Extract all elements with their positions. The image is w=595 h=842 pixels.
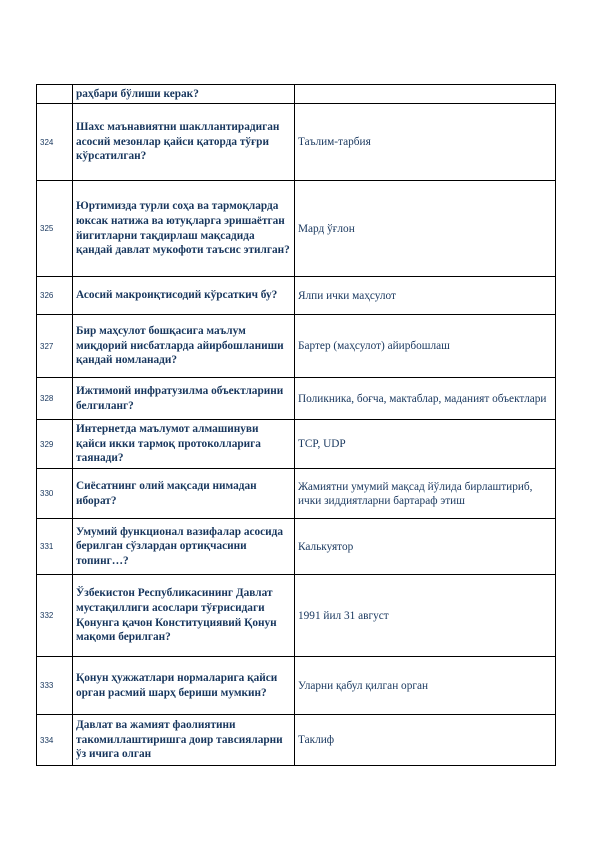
row-number: 329 bbox=[37, 420, 73, 469]
row-number: 331 bbox=[37, 519, 73, 575]
table-row bbox=[37, 519, 556, 575]
row-number: 327 bbox=[37, 315, 73, 378]
table-row bbox=[37, 85, 556, 104]
question-cell: Ўзбекистон Республикасининг Давлат мустақиллиги асослари тўғрисидаги Қонунга қачон Конституциявий Қонун мақоми берилган? bbox=[73, 575, 295, 657]
answer-cell: Поликника, боғча, мактаблар, маданият объектлари bbox=[295, 378, 556, 420]
qa-table bbox=[36, 84, 556, 766]
table-row bbox=[37, 469, 556, 519]
question-cell: Қонун ҳужжатлари нормаларига қайси орган расмий шарҳ бериши мумкин? bbox=[73, 657, 295, 715]
answer-cell: Таклиф bbox=[295, 715, 556, 766]
table-row bbox=[37, 181, 556, 277]
question-cell: Бир маҳсулот бошқасига маълум миқдорий нисбатларда айирбошланиши қандай номланади? bbox=[73, 315, 295, 378]
table-row bbox=[37, 315, 556, 378]
question-cell: Шахс маънавиятни шакллантирадиган асосий мезонлар қайси қаторда тўғри кўрсатилган? bbox=[73, 104, 295, 181]
row-number: 332 bbox=[37, 575, 73, 657]
question-cell: Умумий функционал вазифалар асосида берилган сўзлардан ортиқчасини топинг…? bbox=[73, 519, 295, 575]
answer-cell: Таълим-тарбия bbox=[295, 104, 556, 181]
question-cell: Юртимизда турли соҳа ва тармоқларда юксак натижа ва ютуқларга эришаётган йигитларни тақдирлаш мақсадида қандай давлат мукофоти таъсис этилган? bbox=[73, 181, 295, 277]
answer-cell: Мард ўғлон bbox=[295, 181, 556, 277]
question-cell: раҳбари бўлиши керак? bbox=[73, 85, 295, 104]
row-number: 333 bbox=[37, 657, 73, 715]
question-cell: Асосий макроиқтисодий кўрсаткич бу? bbox=[73, 277, 295, 315]
answer-cell: Бартер (маҳсулот) айирбошлаш bbox=[295, 315, 556, 378]
row-number: 328 bbox=[37, 378, 73, 420]
answer-cell: TCP, UDP bbox=[295, 420, 556, 469]
table-row bbox=[37, 715, 556, 766]
table-row bbox=[37, 420, 556, 469]
row-number: 325 bbox=[37, 181, 73, 277]
question-cell: Ижтимоий инфратузилма объектларини белгиланг? bbox=[73, 378, 295, 420]
answer-cell: Калькуятор bbox=[295, 519, 556, 575]
answer-cell: Ялпи ички маҳсулот bbox=[295, 277, 556, 315]
row-number: 326 bbox=[37, 277, 73, 315]
row-number: 330 bbox=[37, 469, 73, 519]
answer-cell: Уларни қабул қилган орган bbox=[295, 657, 556, 715]
table-row bbox=[37, 104, 556, 181]
table-row bbox=[37, 378, 556, 420]
table-row bbox=[37, 277, 556, 315]
row-number bbox=[37, 85, 73, 104]
answer-cell: Жамиятни умумий мақсад йўлида бирлаштириб, ички зиддиятларни бартараф этиш bbox=[295, 469, 556, 519]
table-row bbox=[37, 575, 556, 657]
answer-cell bbox=[295, 85, 556, 104]
row-number: 324 bbox=[37, 104, 73, 181]
table-row bbox=[37, 657, 556, 715]
question-cell: Давлат ва жамият фаолиятини такомиллаштиришга доир тавсияларни ўз ичига олган bbox=[73, 715, 295, 766]
row-number: 334 bbox=[37, 715, 73, 766]
question-cell: Сиёсатнинг олий мақсади нимадан иборат? bbox=[73, 469, 295, 519]
question-cell: Интернетда маълумот алмашинуви қайси икки тармоқ протоколларига таянади? bbox=[73, 420, 295, 469]
answer-cell: 1991 йил 31 август bbox=[295, 575, 556, 657]
